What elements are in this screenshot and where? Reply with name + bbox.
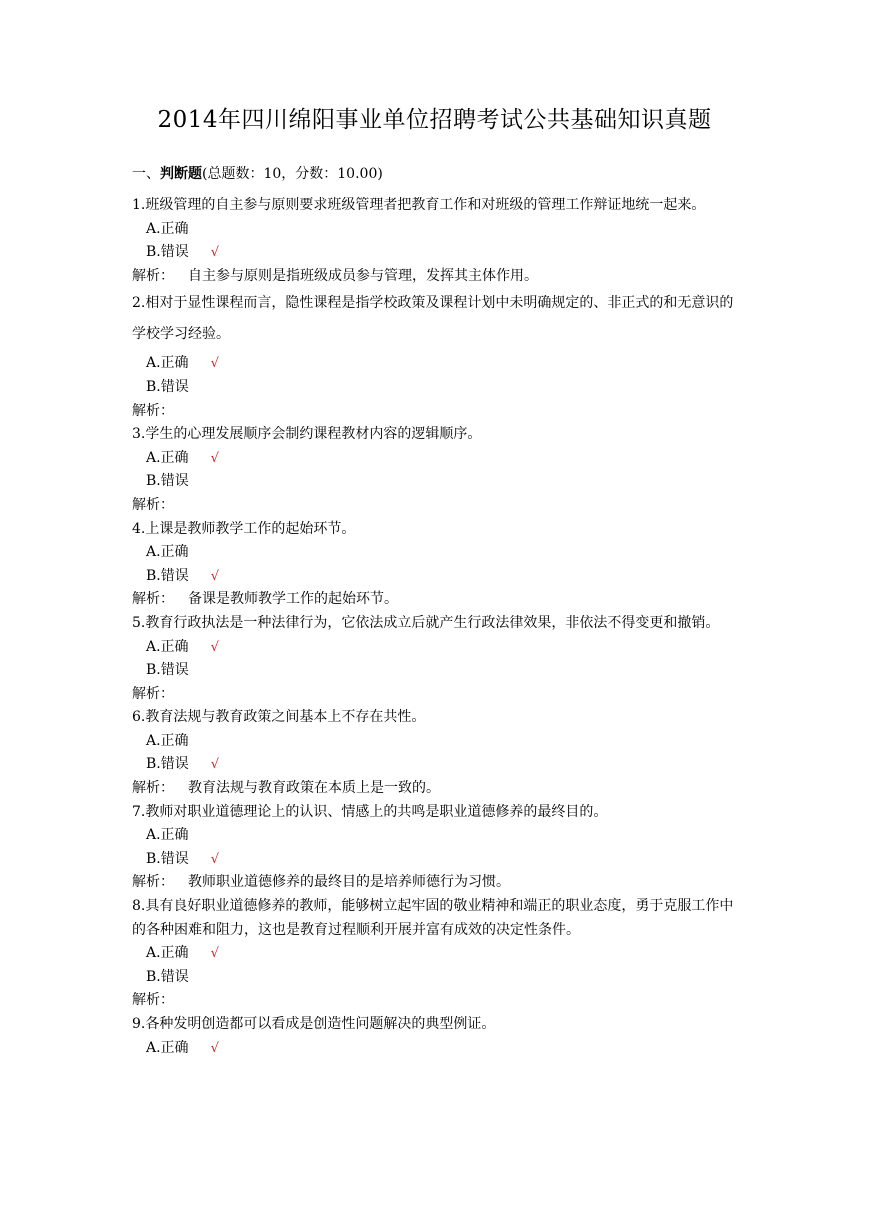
analysis xyxy=(132,989,740,1013)
option-a xyxy=(132,636,740,660)
option-label: A.正确 xyxy=(146,945,189,962)
option-a xyxy=(132,942,740,966)
question-stem: 5.教育行政执法是一种法律行为，它依法成立后就产生行政法律效果，非依法不得变更和撤销。 xyxy=(132,614,720,631)
analysis-label: 解析： xyxy=(132,402,174,419)
analysis-label: 解析： xyxy=(132,992,174,1009)
option-label: B.错误 xyxy=(146,756,189,773)
option-label: A.正确 xyxy=(146,355,189,372)
option-a xyxy=(132,218,740,242)
section-prefix: 一、 xyxy=(132,166,160,182)
analysis xyxy=(132,777,740,801)
question-stem: 3.学生的心理发展顺序会制约课程教材内容的逻辑顺序。 xyxy=(132,426,482,443)
question-5 xyxy=(132,612,740,706)
option-label: B.错误 xyxy=(146,378,189,395)
analysis-label: 解析： xyxy=(132,496,174,513)
check-mark-icon: √ xyxy=(210,1040,219,1056)
analysis xyxy=(132,265,740,289)
question-stem: 7.教师对职业道德理论上的认识、情感上的共鸣是职业道德修养的最终目的。 xyxy=(132,803,608,820)
option-label: A.正确 xyxy=(146,1039,189,1056)
analysis-text: 自主参与原则是指班级成员参与管理，发挥其主体作用。 xyxy=(188,267,538,284)
question-9 xyxy=(132,1013,740,1060)
option-b xyxy=(132,659,740,683)
question-list xyxy=(132,194,740,1060)
analysis-text: 教师职业道德修养的最终目的是培养师德行为习惯。 xyxy=(188,874,510,891)
check-mark-icon: √ xyxy=(210,639,219,655)
analysis-label: 解析： xyxy=(132,591,174,608)
option-b xyxy=(132,753,740,777)
question-2 xyxy=(132,288,740,423)
option-a xyxy=(132,352,740,376)
option-a xyxy=(132,447,740,471)
analysis-label: 解析： xyxy=(132,874,174,891)
option-label: B.错误 xyxy=(146,473,189,490)
check-mark-icon: √ xyxy=(210,851,220,867)
option-label: A.正确 xyxy=(146,732,189,749)
check-mark-icon: √ xyxy=(210,568,220,584)
analysis xyxy=(132,871,740,895)
check-mark-icon: √ xyxy=(210,450,219,466)
option-label: B.错误 xyxy=(146,244,189,261)
question-4 xyxy=(132,518,740,612)
analysis-label: 解析： xyxy=(132,267,174,284)
question-stem: 6.教育法规与教育政策之间基本上不存在共性。 xyxy=(132,709,426,726)
question-8 xyxy=(132,895,740,1013)
question-6 xyxy=(132,706,740,800)
question-stem: 2.相对于显性课程而言，隐性课程是指学校政策及课程计划中未明确规定的、非正式的和无意识的学校学习经验。 xyxy=(132,295,734,343)
option-b xyxy=(132,966,740,990)
check-mark-icon: √ xyxy=(210,946,219,962)
analysis xyxy=(132,494,740,518)
check-mark-icon: √ xyxy=(210,245,220,261)
option-a xyxy=(132,1037,740,1061)
analysis xyxy=(132,588,740,612)
analysis-label: 解析： xyxy=(132,780,174,797)
question-stem: 8.具有良好职业道德修养的教师，能够树立起牢固的敬业精神和端正的职业态度，勇于克服工作中的各种困难和阻力，这也是教育过程顺利开展并富有成效的决定性条件。 xyxy=(132,898,734,938)
option-a xyxy=(132,824,740,848)
analysis xyxy=(132,683,740,707)
option-a xyxy=(132,541,740,565)
option-label: B.错误 xyxy=(146,567,189,584)
check-mark-icon: √ xyxy=(210,356,219,372)
analysis-text: 备课是教师教学工作的起始环节。 xyxy=(188,591,398,608)
section-heading xyxy=(132,164,383,184)
check-mark-icon: √ xyxy=(210,757,220,773)
section-name: 判断题 xyxy=(160,166,202,182)
option-label: A.正确 xyxy=(146,220,189,237)
option-label: A.正确 xyxy=(146,449,189,466)
option-label: B.错误 xyxy=(146,662,189,679)
document-title: 2014年四川绵阳事业单位招聘考试公共基础知识真题 xyxy=(157,107,712,133)
option-label: B.错误 xyxy=(146,850,189,867)
question-3 xyxy=(132,423,740,517)
option-b xyxy=(132,470,740,494)
option-label: B.错误 xyxy=(146,968,189,985)
question-stem: 1.班级管理的自主参与原则要求班级管理者把教育工作和对班级的管理工作辩证地统一起来。 xyxy=(132,197,706,213)
option-label: A.正确 xyxy=(146,544,189,561)
section-meta: (总题数：10，分数：10.00) xyxy=(202,166,383,182)
analysis xyxy=(132,400,740,424)
option-b xyxy=(132,848,740,872)
question-stem: 4.上课是教师教学工作的起始环节。 xyxy=(132,520,356,537)
option-b xyxy=(132,376,740,400)
option-label: A.正确 xyxy=(146,827,189,844)
analysis-text: 教育法规与教育政策在本质上是一致的。 xyxy=(188,780,440,797)
option-b xyxy=(132,565,740,589)
option-a xyxy=(132,730,740,754)
question-1 xyxy=(132,194,740,288)
question-7 xyxy=(132,801,740,895)
option-b xyxy=(132,241,740,265)
analysis-label: 解析： xyxy=(132,685,174,702)
question-stem: 9.各种发明创造都可以看成是创造性问题解决的典型例证。 xyxy=(132,1016,496,1032)
option-label: A.正确 xyxy=(146,638,189,655)
